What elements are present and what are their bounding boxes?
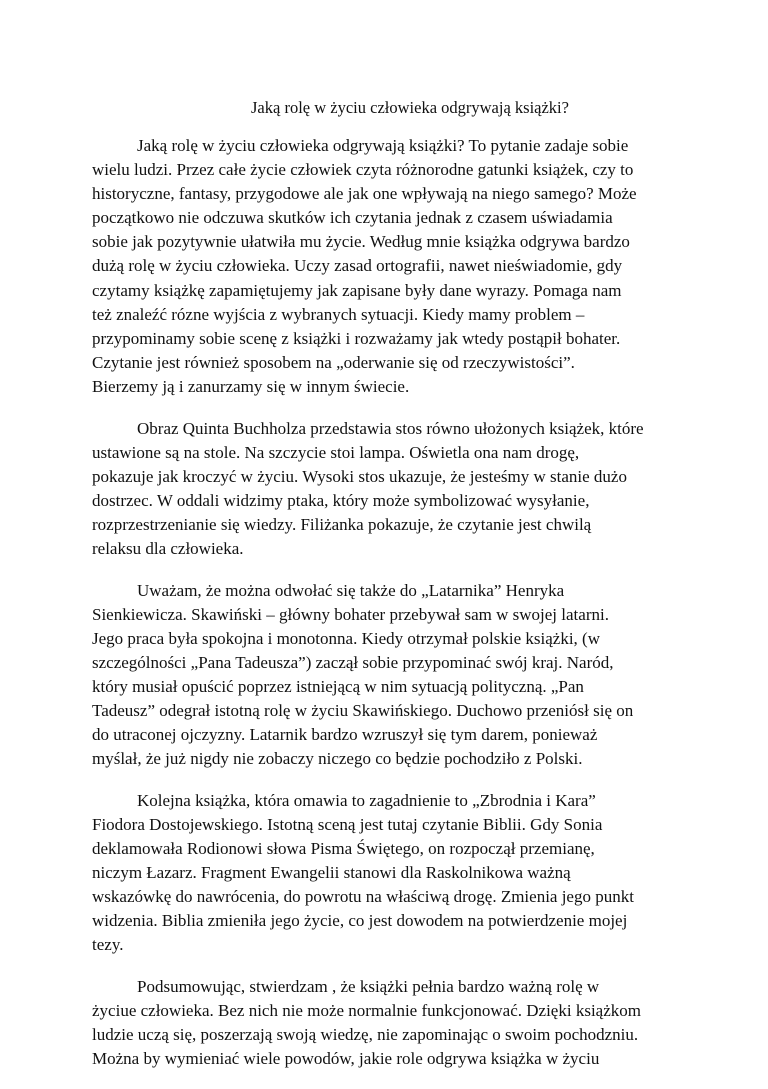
text-line: też znaleźć rózne wyjścia z wybranych sytuacji. Kiedy mamy problem – [92, 304, 585, 324]
text-line: szczególności „Pana Tadeusza”) zaczął sobie przypominać swój kraj. Naród, [92, 652, 614, 672]
text-line: Tadeusz” odegrał istotną rolę w życiu Skawińskiego. Duchowo przeniósł się on [92, 701, 634, 721]
text-line: czytamy książkę zapamiętujemy jak zapisane były dane wyrazy. Pomaga nam [92, 280, 622, 300]
text-line: Czytanie jest również sposobem na „oderwanie się od rzeczywistości”. [92, 352, 575, 372]
text-line: Podsumowując, stwierdzam , że książki pełnia bardzo ważną rolę w [137, 977, 600, 996]
text-line: Jaką rolę w życiu człowieka odgrywają książki? To pytanie zadaje sobie [137, 136, 629, 155]
text-line: który musiał opuścić poprzez istniejącą w nim sytuacją polityczną. „Pan [92, 676, 584, 696]
text-line: Jego praca była spokojna i monotonna. Kiedy otrzymał polskie książki, (w [92, 628, 600, 648]
paragraph-container [92, 134, 704, 1071]
text-line: myślał, że już nigdy nie zobaczy niczego co będzie pochodziło z Polski. [92, 749, 583, 769]
text-line: relaksu dla człowieka. [92, 539, 244, 558]
text-line: Uważam, że można odwołać się także do „Latarnika” Henryka [137, 580, 565, 600]
paragraph [92, 417, 704, 562]
text-line: przypominamy sobie scenę z książki i rozważamy jak wtedy postąpił bohater. [92, 328, 621, 348]
paragraph [92, 134, 704, 399]
text-line: Kolejna książka, która omawia to zagadnienie to „Zbrodnia i Kara” [137, 790, 596, 810]
text-line: Sienkiewicza. Skawiński – główny bohater przebywał sam w swojej latarni. [92, 604, 609, 624]
text-line: Bierzemy ją i zanurzamy się w innym świecie. [92, 376, 410, 396]
text-line: dużą rolę w życiu człowieka. Uczy zasad ortografii, nawet nieświadomie, gdy [92, 256, 623, 276]
text-line: życiue człowieka. Bez nich nie może normalnie funkcjonować. Dzięki książkom [92, 1001, 641, 1021]
text-line: historyczne, fantasy, przygodowe ale jak one wpływają na niego samego? Może [92, 184, 637, 204]
text-line: widzenia. Biblia zmieniła jego życie, co jest dowodem na potwierdzenie mojej [92, 911, 628, 931]
text-line: Obraz Quinta Buchholza przedstawia stos równo ułożonych książek, które [137, 418, 644, 438]
text-line: wskazówkę do nawrócenia, do powrotu na właściwą drogę. Zmienia jego punkt [92, 887, 634, 907]
paragraph [92, 789, 704, 958]
text-line: Fiodora Dostojewskiego. Istotną sceną jest tutaj czytanie Biblii. Gdy Sonia [92, 814, 603, 834]
paragraph [92, 579, 704, 772]
text-line: deklamowała Rodionowi słowa Pisma Świętego, on rozpoczął przemianę, [92, 839, 595, 859]
text-line: tezy. [92, 935, 124, 955]
text-line: niczym Łazarz. Fragment Ewangelii stanowi dla Raskolnikowa ważną [92, 863, 571, 883]
text-line: wielu ludzi. Przez całe życie człowiek czyta różnorodne gatunki książek, czy to [92, 160, 634, 180]
paragraph [92, 975, 704, 1071]
text-line: pokazuje jak kroczyć w życiu. Wysoki stos ukazuje, że jesteśmy w stanie dużo [92, 466, 627, 486]
text-line: sobie jak pozytywnie ułatwiła mu życie. Według mnie książka odgrywa bardzo [92, 232, 630, 252]
text-line: ludzie uczą się, poszerzają swoją wiedzę, nie zapominając o swoim pochodzniu. [92, 1025, 639, 1045]
text-line: początkowo nie odczuwa skutków ich czytania jednak z czasem uświadamia [92, 208, 613, 228]
text-line: Można by wymieniać wiele powodów, jakie role odgrywa książka w życiu [92, 1049, 600, 1069]
text-line: rozprzestrzenianie się wiedzy. Filiżanka pokazuje, że czytanie jest chwilą [92, 514, 592, 534]
document-title: Jaką rolę w życiu człowieka odgrywają książki? [251, 98, 569, 117]
text-line: dostrzec. W oddali widzimy ptaka, który może symbolizować wysyłanie, [92, 490, 590, 510]
text-line: do utraconej ojczyzny. Latarnik bardzo wzruszył się tym darem, ponieważ [92, 725, 598, 745]
document-body [92, 96, 704, 1089]
text-line: ustawione są na stole. Na szczycie stoi lampa. Oświetla ona nam drogę, [92, 442, 580, 462]
